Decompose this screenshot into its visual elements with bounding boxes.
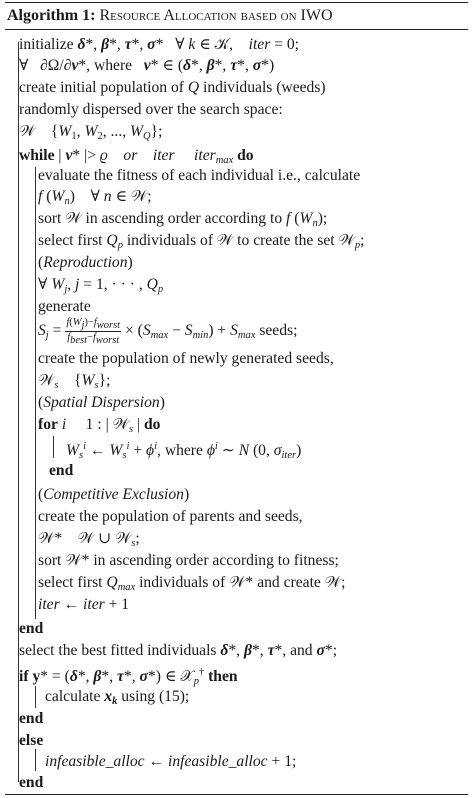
algo-line-25: select first $Q_{max}$ individuals of 𝒲* and create 𝒲; xyxy=(38,574,346,593)
algo-line-28: select the best fitted individuals δ*, β*, τ*, and σ*; xyxy=(19,642,338,659)
algo-line-22: create the population of parents and seeds, xyxy=(38,508,303,525)
algo-line-12: ∀ $W_j$, j = 1, · · · , $Q_p$ xyxy=(38,276,164,295)
algo-line-3: create initial population of Q individuals (weeds) xyxy=(19,79,326,96)
algo-line-2: ∀ ∂Ω/∂ν*, where ν* ∈ (δ*, β*, τ*, σ*) xyxy=(19,57,275,74)
algo-line-23: 𝒲* 𝒲 ∪ 𝒲$_s$; xyxy=(38,530,140,549)
algo-line-9: sort 𝒲 in ascending order according to f $(W_n)$; xyxy=(38,210,328,229)
algo-line-27: end xyxy=(19,620,44,637)
algo-line-16: 𝒲$_s$ $\{W_s\}$; xyxy=(38,372,111,391)
algorithm-label: Algorithm 1: xyxy=(7,7,96,24)
algo-line-34: end xyxy=(19,774,44,791)
algo-line-20: end xyxy=(49,462,74,479)
algo-line-10: select first $Q_p$ individuals of 𝒲 to create the set 𝒲$_p$; xyxy=(38,232,365,251)
algo-line-31: end xyxy=(19,710,44,727)
algo-line-14: $S_j$ = $\frac{f(W_j)-f_{worst}}{f_{best}-f_{worst}}$ × $(S_{max} - S_{min}) + S_{max}$ seeds; xyxy=(38,317,298,346)
algo-line-1: initialize δ*, β*, τ*, σ* ∀ k ∈ 𝒦, iter = 0; xyxy=(19,36,300,53)
algo-line-29: if y* = (δ*, β*, τ*, σ*) ∈ 𝒳$_p$† then xyxy=(19,667,238,687)
algorithm-title xyxy=(5,4,468,30)
algo-line-7: evaluate the fitness of each individual i.e., calculate xyxy=(38,167,361,184)
algo-line-19: $W_s^i$ ← $W_s^i + \phi^i$, where $\phi^i$ ∼ N (0, $\sigma_{iter}$) xyxy=(66,441,302,461)
while-block-bar xyxy=(35,167,36,619)
algo-line-15: create the population of newly generated seeds, xyxy=(38,350,334,367)
algo-line-18: for i 1 : | 𝒲$_s$ | do xyxy=(38,416,161,435)
algo-line-32: else xyxy=(19,732,44,749)
algo-line-17: (Spatial Dispersion) xyxy=(38,394,165,411)
algo-line-5: 𝒲 {$W_1$, $W_2$, ..., $W_Q$}; xyxy=(19,123,163,142)
algo-line-24: sort 𝒲* in ascending order according to fitness; xyxy=(38,552,339,569)
algo-line-33: infeasible_alloc ← infeasible_alloc + 1; xyxy=(45,753,297,770)
algo-line-21: (Competitive Exclusion) xyxy=(38,486,190,503)
algorithm-name: Resource Allocation based on IWO xyxy=(99,7,333,24)
algo-line-13: generate xyxy=(38,298,91,315)
algo-line-11: (Reproduction) xyxy=(38,254,133,271)
algo-line-4: randomly dispersed over the search space: xyxy=(19,101,283,118)
algo-line-8: f $(W_n)$ ∀ n ∈ 𝒲; xyxy=(38,188,152,207)
algo-line-6: while | ν* |> ϱ or iter iter$_{max}$ do xyxy=(19,147,254,166)
algo-line-30: calculate $x_k$ using (15); xyxy=(45,688,190,707)
algo-line-26: iter ← iter + 1 xyxy=(38,596,130,613)
algorithm-box xyxy=(5,2,468,795)
else-block-bar xyxy=(35,749,36,771)
